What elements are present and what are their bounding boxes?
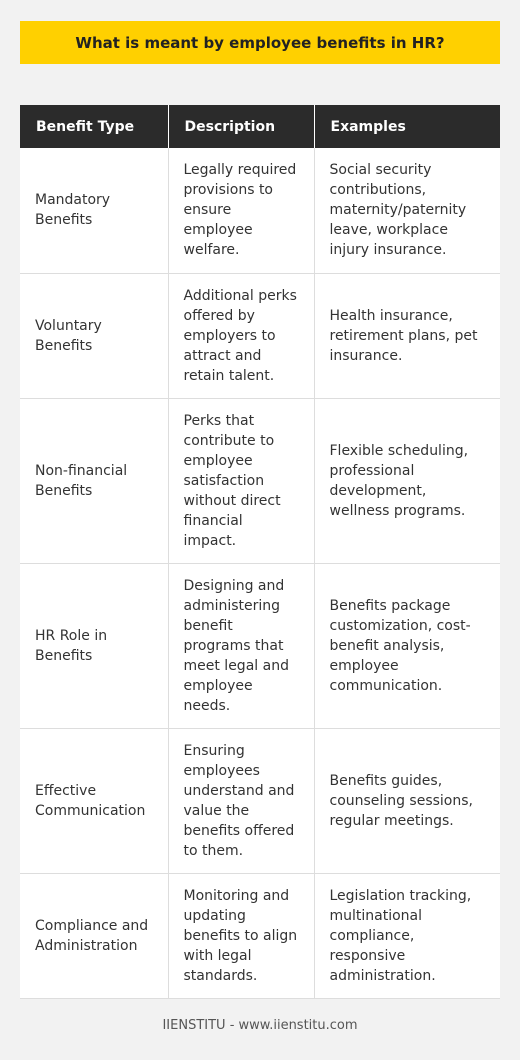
benefit-type-cell: HR Role in Benefits <box>20 563 168 728</box>
column-header-benefit-type: Benefit Type <box>20 105 168 148</box>
table-row <box>20 148 500 273</box>
examples-cell: Legislation tracking, multinational compliance, responsive administration. <box>314 873 500 998</box>
examples-cell: Flexible scheduling, professional development, wellness programs. <box>314 398 500 563</box>
footer-credit: IIENSTITU - www.iienstitu.com <box>162 1018 358 1033</box>
description-cell: Monitoring and updating benefits to align with legal standards. <box>168 873 314 998</box>
benefits-table <box>20 105 500 999</box>
description-cell: Perks that contribute to employee satisfaction without direct financial impact. <box>168 398 314 563</box>
description-cell: Legally required provisions to ensure employee welfare. <box>168 148 314 273</box>
examples-cell: Social security contributions, maternity/paternity leave, workplace injury insurance. <box>314 148 500 273</box>
column-header-examples: Examples <box>314 105 500 148</box>
description-cell: Additional perks offered by employers to attract and retain talent. <box>168 273 314 398</box>
table-row <box>20 728 500 873</box>
examples-cell: Benefits guides, counseling sessions, regular meetings. <box>314 728 500 873</box>
benefit-type-cell: Effective Communication <box>20 728 168 873</box>
description-cell: Ensuring employees understand and value the benefits offered to them. <box>168 728 314 873</box>
table-row <box>20 563 500 728</box>
table-header-row <box>20 105 500 148</box>
column-header-description: Description <box>168 105 314 148</box>
table-row <box>20 873 500 998</box>
table-row <box>20 273 500 398</box>
table-row <box>20 398 500 563</box>
page-title: What is meant by employee benefits in HR? <box>20 21 500 64</box>
benefit-type-cell: Mandatory Benefits <box>20 148 168 273</box>
examples-cell: Benefits package customization, cost-benefit analysis, employee communication. <box>314 563 500 728</box>
benefit-type-cell: Voluntary Benefits <box>20 273 168 398</box>
examples-cell: Health insurance, retirement plans, pet insurance. <box>314 273 500 398</box>
description-cell: Designing and administering benefit programs that meet legal and employee needs. <box>168 563 314 728</box>
benefit-type-cell: Non-financial Benefits <box>20 398 168 563</box>
benefit-type-cell: Compliance and Administration <box>20 873 168 998</box>
